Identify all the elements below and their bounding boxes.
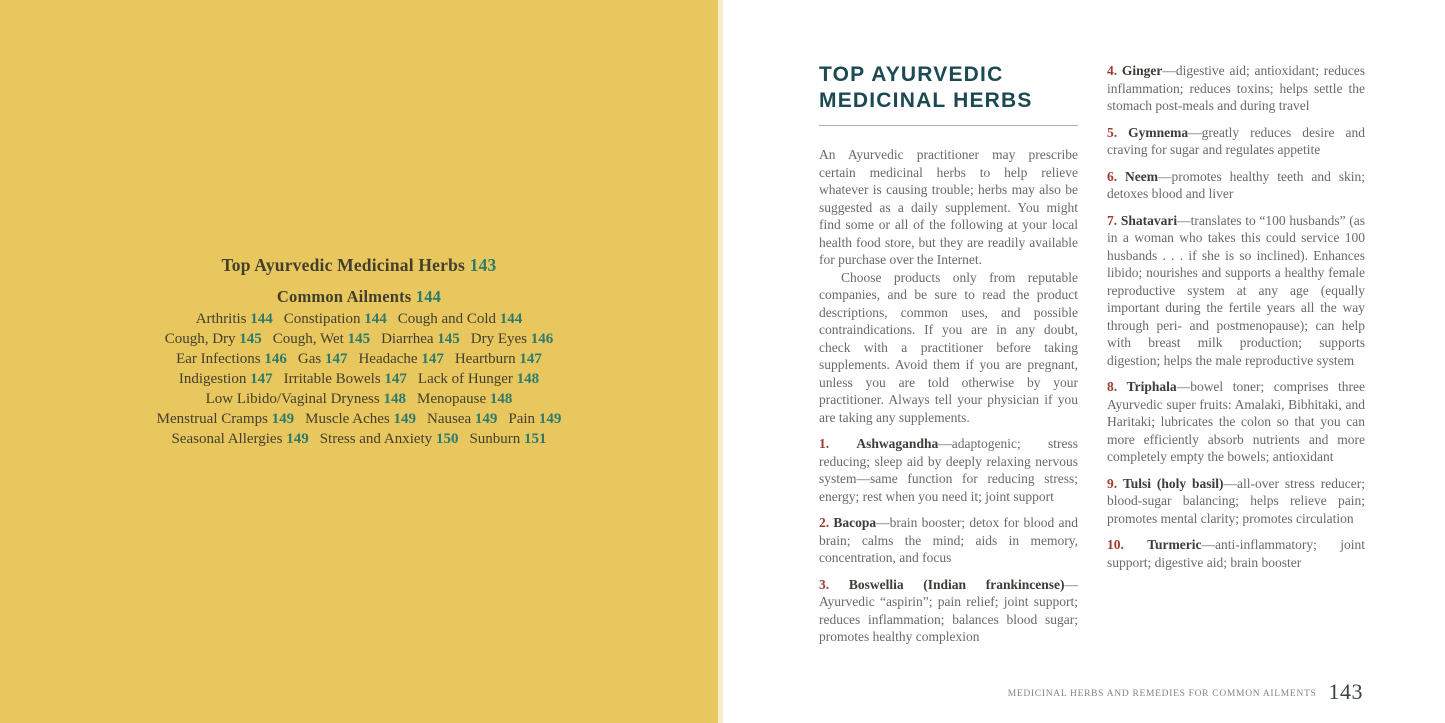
toc-ailment-entry xyxy=(508,411,561,427)
herb-name: Triphala xyxy=(1126,379,1177,394)
herb-description: —Ayurvedic “aspirin”; pain relief; joint support; reduces inflammation; balances blood sugar; promotes healthy complexion xyxy=(819,576,1078,644)
right-page xyxy=(723,0,1445,723)
herb-list-item xyxy=(1107,62,1365,115)
toc-ailment-entry xyxy=(176,351,287,367)
herb-item-number: 9. xyxy=(1107,475,1123,491)
article-title-line1: TOP AYURVEDIC xyxy=(819,63,1004,86)
toc-ailment-entry xyxy=(471,331,554,347)
ailment-name: Muscle Aches xyxy=(305,411,390,427)
toc-ailment-entry xyxy=(179,371,273,387)
article-title xyxy=(819,62,1078,114)
herb-list-item xyxy=(1107,168,1365,203)
intro-paragraph-1: An Ayurvedic practitioner may prescribe certain medicinal herbs to help relieve whatever is causing trouble; herbs may also be suggested as a daily supplement. You might find some or all of the following at your local health food store, but they are readily available for purchase over the Internet. xyxy=(819,147,1078,267)
ailment-name: Sunburn xyxy=(469,431,521,447)
ailment-page-number: 147 xyxy=(321,351,348,367)
herb-name: Turmeric xyxy=(1147,537,1202,552)
herb-item-number: 5. xyxy=(1107,124,1129,140)
ailment-page-number: 148 xyxy=(486,391,513,407)
toc-section xyxy=(0,286,718,307)
herb-list-item xyxy=(819,576,1078,646)
toc-ailment-entry xyxy=(358,351,443,367)
toc-section-entry xyxy=(277,287,441,306)
toc-ailment-entry xyxy=(298,351,348,367)
ailment-page-number: 149 xyxy=(282,431,309,447)
herb-description: —anti-inflammatory; joint support; digestive aid; brain booster xyxy=(1107,537,1365,570)
ailment-page-number: 150 xyxy=(432,431,459,447)
ailment-name: Seasonal Allergies xyxy=(171,431,283,447)
toc-ailment-entry xyxy=(157,411,294,427)
toc-ailment-lines xyxy=(0,309,718,449)
herb-item-number: 6. xyxy=(1107,168,1126,184)
ailment-page-number: 145 xyxy=(433,331,460,347)
ailment-name: Nausea xyxy=(426,411,472,427)
toc-title xyxy=(0,254,718,276)
ailment-name: Lack of Hunger xyxy=(417,371,513,387)
herb-list-item xyxy=(819,435,1078,505)
herb-name: Boswellia (Indian frankincense) xyxy=(848,576,1065,592)
ailment-page-number: 149 xyxy=(389,411,416,427)
ailment-name: Headache xyxy=(358,351,418,367)
toc-ailment-entry xyxy=(398,311,523,327)
ailment-page-number: 144 xyxy=(246,311,273,327)
ailment-name: Stress and Anxiety xyxy=(319,431,433,447)
toc-ailment-entry xyxy=(171,431,308,447)
herb-list-column-2 xyxy=(1107,62,1365,571)
ailment-page-number: 149 xyxy=(471,411,498,427)
ailment-page-number: 149 xyxy=(267,411,295,427)
herb-description: —greatly reduces desire and craving for sugar and regulates appetite xyxy=(1107,124,1365,157)
running-head: MEDICINAL HERBS AND REMEDIES FOR COMMON AILMENTS xyxy=(1007,689,1317,699)
herb-list-item xyxy=(1107,475,1365,528)
herb-name: Ashwagandha xyxy=(856,436,939,451)
ailment-name: Dry Eyes xyxy=(470,331,528,347)
herb-list-item xyxy=(1107,124,1365,159)
page-footer xyxy=(1008,679,1363,705)
ailment-page-number: 148 xyxy=(379,391,406,407)
herb-description: —all-over stress reducer; blood-sugar balancing; helps relieve pain; promotes mental clarity; promotes circulation xyxy=(1107,475,1365,526)
herb-item-number: 7. xyxy=(1107,212,1121,228)
article-title-line2: MEDICINAL HERBS xyxy=(819,89,1033,112)
herb-description: —translates to “100 husbands” (as in a woman who takes this could service 100 husbands . . . if she is so inclined). Enhances libido; nourishes and supports a healthy female reproductive system at any age (equally important during the fertile years all the way through peri- and postmenopause); can help with breast milk production; supports digestion; helps the male reproductive system xyxy=(1107,212,1365,368)
toc-ailment-entry xyxy=(165,331,262,347)
toc-ailment-entry xyxy=(284,311,387,327)
toc-ailment-entry xyxy=(273,331,370,347)
toc-ailment-entry xyxy=(320,431,459,447)
ailment-page-number: 145 xyxy=(343,331,371,347)
ailment-name: Constipation xyxy=(283,311,361,327)
ailment-name: Cough, Wet xyxy=(272,331,344,347)
ailment-name: Low Libido/Vaginal Dryness xyxy=(205,391,380,407)
ailment-name: Indigestion xyxy=(178,371,247,387)
ailment-name: Menopause xyxy=(416,391,487,407)
toc-section-text: Common Ailments xyxy=(276,287,412,306)
toc-title-page: 143 xyxy=(469,255,497,275)
intro-paragraph-2: Choose products only from reputable companies, and be sure to read the product descriptions, common uses, and possible contraindications. If you are in any doubt, check with a practitioner before taking supplements. Avoid them if you are pregnant, unless you are told otherwise by your practitioner. Always tell your physician if you are taking any supplements. xyxy=(819,269,1078,425)
toc-line xyxy=(0,369,718,389)
herb-name: Ginger xyxy=(1121,63,1163,78)
herb-name: Neem xyxy=(1125,168,1158,184)
article-column-1 xyxy=(819,62,1078,646)
toc-line xyxy=(0,409,718,429)
ailment-name: Cough and Cold xyxy=(397,311,497,327)
ailment-page-number: 146 xyxy=(260,351,287,367)
ailment-page-number: 147 xyxy=(417,351,444,367)
ailment-page-number: 148 xyxy=(512,371,540,387)
herb-item-number: 3. xyxy=(819,576,849,592)
toc-ailment-entry xyxy=(206,391,406,407)
toc-title-text: Top Ayurvedic Medicinal Herbs xyxy=(221,255,466,275)
toc-ailment-entry xyxy=(427,411,497,427)
ailment-page-number: 147 xyxy=(246,371,273,387)
toc-line xyxy=(0,429,718,449)
toc-line xyxy=(0,329,718,349)
ailment-page-number: 144 xyxy=(496,311,523,327)
table-of-contents xyxy=(0,254,718,449)
left-page xyxy=(0,0,718,723)
herb-list-column-1 xyxy=(819,435,1078,646)
herb-list-item xyxy=(1107,212,1365,370)
toc-ailment-entry xyxy=(381,331,460,347)
ailment-name: Ear Infections xyxy=(176,351,261,367)
article-column-2 xyxy=(1107,62,1365,571)
herb-description: —adaptogenic; stress reducing; sleep aid by deeply relaxing nervous system—same function for reducing stress; energy; rest when you need it; joint support xyxy=(819,436,1078,504)
toc-line xyxy=(0,389,718,409)
toc-ailment-entry xyxy=(455,351,542,367)
toc-section-page: 144 xyxy=(415,287,442,306)
herb-item-number: 1. xyxy=(819,436,857,451)
ailment-name: Gas xyxy=(297,351,322,367)
toc-title-entry xyxy=(222,255,497,275)
ailment-name: Cough, Dry xyxy=(164,331,236,347)
ailment-page-number: 144 xyxy=(360,311,387,327)
herb-item-number: 8. xyxy=(1107,379,1127,394)
ailment-name: Irritable Bowels xyxy=(283,371,381,387)
ailment-page-number: 147 xyxy=(380,371,407,387)
toc-ailment-entry xyxy=(305,411,416,427)
ailment-name: Pain xyxy=(508,411,536,427)
herb-description: —promotes healthy teeth and skin; detoxes blood and liver xyxy=(1107,168,1365,201)
herb-description: —bowel toner; comprises three Ayurvedic super fruits: Amalaki, Bibhitaki, and Haritaki; lubricates the colon so that you can more efficiently absorb nutrients and more completely empty the bowels; antioxidant xyxy=(1107,379,1366,464)
ailment-page-number: 149 xyxy=(535,411,562,427)
herb-description: —digestive aid; antioxidant; reduces inflammation; reduces toxins; helps settle the stomach post-meals and during travel xyxy=(1107,63,1365,113)
herb-item-number: 2. xyxy=(819,515,834,530)
page-number: 143 xyxy=(1328,679,1363,704)
herb-item-number: 4. xyxy=(1107,63,1122,78)
ailment-page-number: 147 xyxy=(515,351,542,367)
ailment-page-number: 145 xyxy=(235,331,262,347)
herb-list-item xyxy=(1107,536,1365,571)
toc-ailment-entry xyxy=(196,311,273,327)
toc-line xyxy=(0,309,718,329)
herb-list-item xyxy=(819,514,1078,567)
ailment-name: Heartburn xyxy=(454,351,516,367)
herb-name: Gymnema xyxy=(1128,124,1189,140)
toc-ailment-entry xyxy=(284,371,407,387)
herb-name: Shatavari xyxy=(1120,212,1178,228)
herb-name: Bacopa xyxy=(833,515,877,530)
toc-ailment-entry xyxy=(469,431,546,447)
toc-ailment-entry xyxy=(417,391,512,407)
herb-list-item xyxy=(1107,378,1365,466)
ailment-name: Diarrhea xyxy=(381,331,434,347)
ailment-name: Menstrual Cramps xyxy=(156,411,268,427)
herb-item-number: 10. xyxy=(1107,537,1148,552)
ailment-name: Arthritis xyxy=(195,311,247,327)
toc-line xyxy=(0,349,718,369)
herb-name: Tulsi (holy basil) xyxy=(1123,475,1224,491)
ailment-page-number: 146 xyxy=(527,331,554,347)
title-rule xyxy=(819,125,1078,126)
ailment-page-number: 151 xyxy=(520,431,547,447)
toc-ailment-entry xyxy=(418,371,539,387)
herb-description: —brain booster; detox for blood and brain; calms the mind; aids in memory, concentration, and focus xyxy=(819,515,1078,565)
